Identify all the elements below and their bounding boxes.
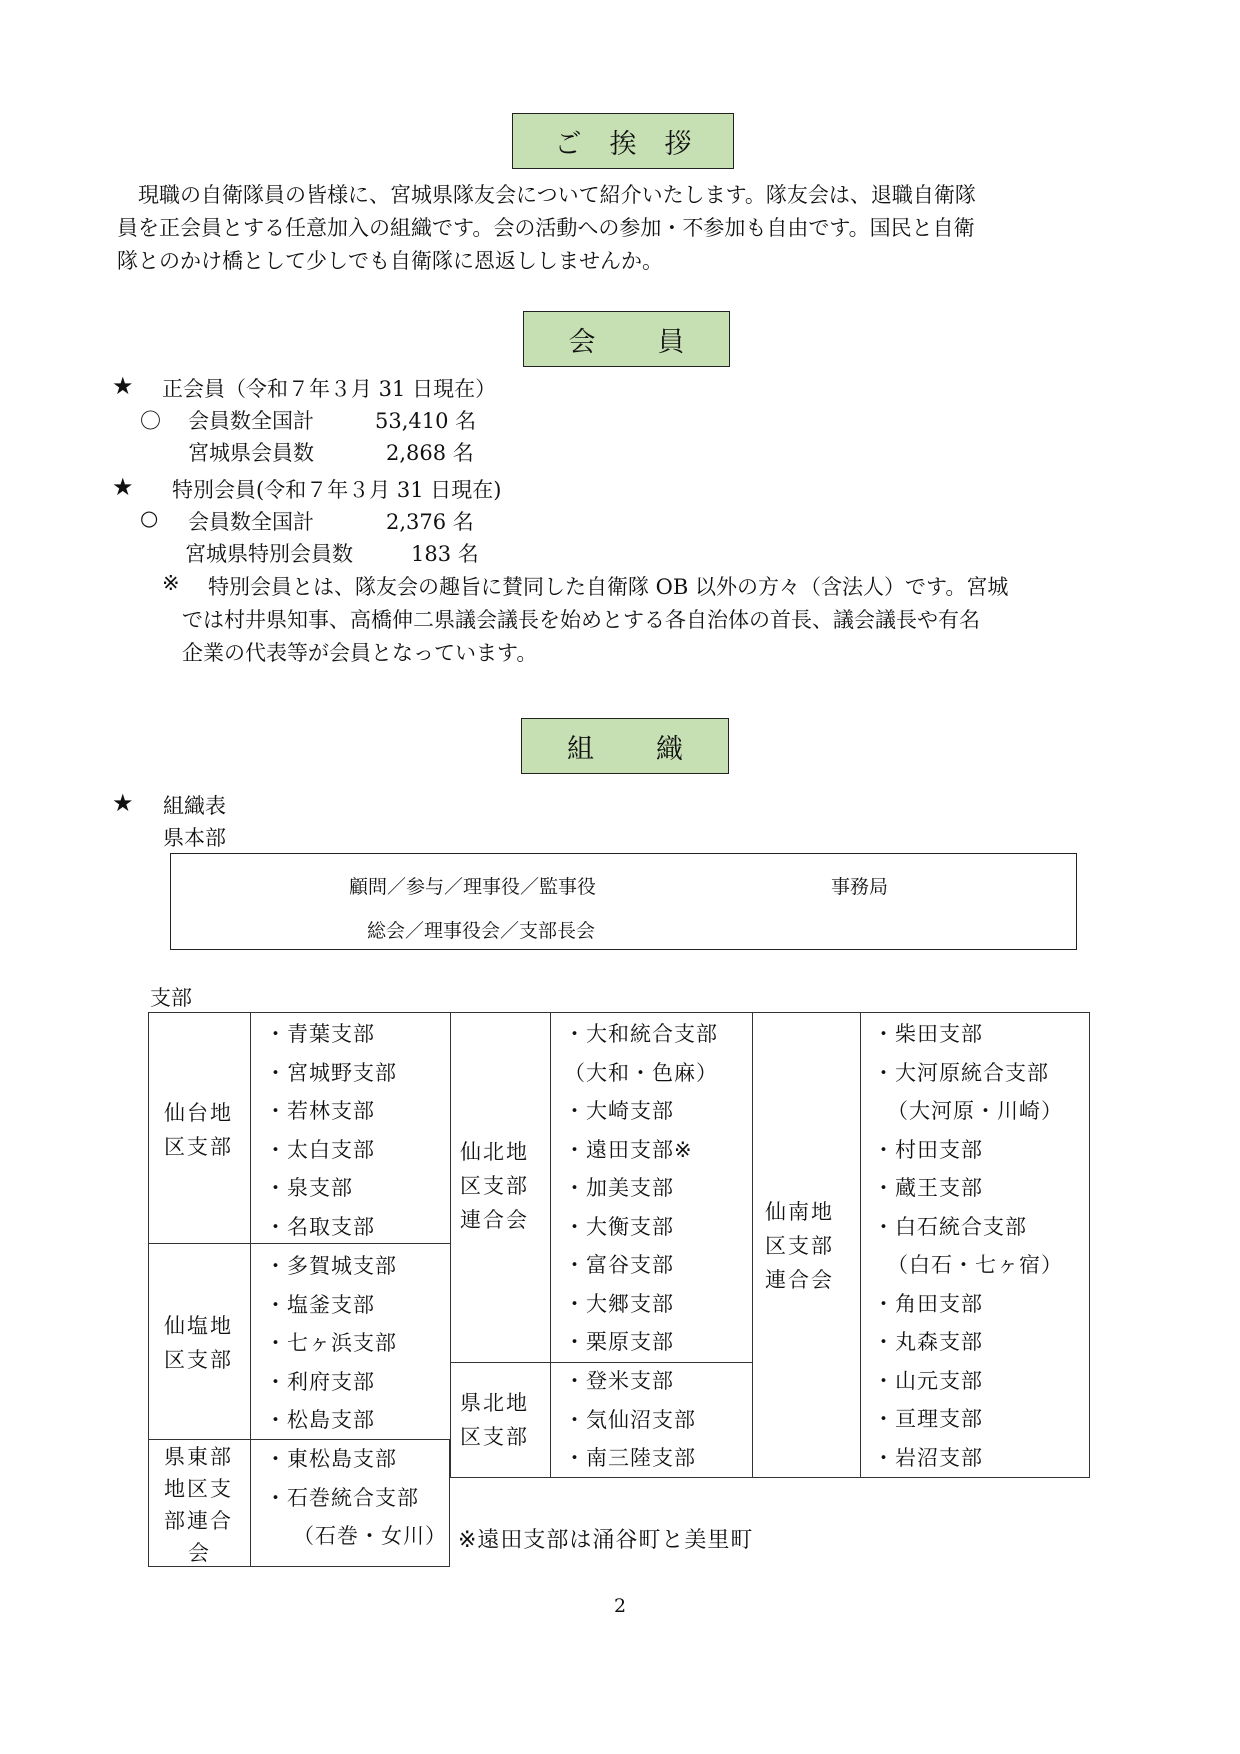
branch-item: （大和・色麻） xyxy=(564,1060,718,1085)
region-name-line: 県東部 xyxy=(164,1445,233,1469)
heading-char: 拶 xyxy=(664,128,692,160)
special-national-label: 会員数全国計 xyxy=(188,510,314,534)
star-icon: ★ xyxy=(112,789,134,817)
hq-secretariat: 事務局 xyxy=(831,876,889,898)
hq-officers: 顧問／参与／理事役／監事役 xyxy=(349,876,597,898)
branch-footnote: ※遠田支部は涌谷町と美里町 xyxy=(458,1528,754,1553)
circle-bullet-icon: 〇 xyxy=(140,409,161,433)
branch-item: ・加美支部 xyxy=(564,1176,674,1200)
region-name-line: 仙塩地 xyxy=(164,1314,233,1338)
branch-item: ・多賀城支部 xyxy=(265,1254,397,1278)
branch-item: ・登米支部 xyxy=(564,1369,674,1393)
branch-item: ・蔵王支部 xyxy=(873,1176,983,1200)
branch-item: ・遠田支部※ xyxy=(564,1137,693,1162)
branch-item: （石巻・女川） xyxy=(293,1524,447,1548)
branch-item: ・栗原支部 xyxy=(564,1330,674,1354)
star-icon: ★ xyxy=(112,473,134,501)
region-name-line: 連合会 xyxy=(460,1208,529,1232)
star-icon: ★ xyxy=(112,372,134,400)
special-miyagi-label: 宮城県特別会員数 xyxy=(185,542,353,566)
branch-item: ・泉支部 xyxy=(265,1176,353,1200)
heading-char: 組 xyxy=(567,733,594,765)
branch-item: ・富谷支部 xyxy=(564,1253,674,1277)
branch-item: ・村田支部 xyxy=(873,1137,983,1162)
region-name-line: 仙北地 xyxy=(460,1140,529,1164)
region-name-line: 連合会 xyxy=(765,1268,834,1292)
branch-item: ・名取支部 xyxy=(265,1214,375,1239)
branch-item: （白石・七ヶ宿） xyxy=(887,1253,1063,1277)
note-line: 特別会員とは、隊友会の趣旨に賛同した自衛隊 OB 以外の方々（含法人）です。宮城 xyxy=(208,575,1009,599)
branch-item: ・大崎支部 xyxy=(564,1099,674,1123)
branch-item: ・太白支部 xyxy=(265,1137,375,1162)
heading-char: 挨 xyxy=(609,128,637,160)
note-line: では村井県知事、高橋伸二県議会議長を始めとする各自治体の首長、議会議長や有名 xyxy=(182,608,980,632)
branch-item: ・山元支部 xyxy=(873,1368,983,1393)
greeting-line: 現職の自衛隊員の皆様に、宮城県隊友会について紹介いたします。隊友会は、退職自衛隊 xyxy=(117,183,976,207)
hq-label: 県本部 xyxy=(163,826,226,850)
branch-item: ・石巻統合支部 xyxy=(265,1485,419,1510)
branch-item: ・松島支部 xyxy=(265,1408,375,1432)
hq-box xyxy=(170,853,1077,950)
heading-char: 織 xyxy=(656,733,683,765)
branches-label: 支部 xyxy=(150,986,192,1010)
region-name-line: 仙南地 xyxy=(765,1200,834,1224)
region-label-sendai xyxy=(164,1096,233,1164)
special-national-value: 2,376 名 xyxy=(386,510,474,534)
region-label-sendai-shiogama xyxy=(164,1309,233,1377)
region-name-line: 区支部 xyxy=(164,1348,233,1372)
special-members-heading: 特別会員(令和７年３月 31 日現在) xyxy=(172,478,502,502)
region-name-line: 会 xyxy=(188,1541,211,1565)
branch-item: ・大郷支部 xyxy=(564,1291,674,1316)
branch-item: ・角田支部 xyxy=(873,1291,983,1316)
region-label-kenpoku xyxy=(460,1386,529,1454)
regular-miyagi-value: 2,868 名 xyxy=(386,441,474,465)
branch-item: ・亘理支部 xyxy=(873,1407,983,1431)
branch-item: ・利府支部 xyxy=(265,1369,375,1394)
heading-char: 員 xyxy=(657,326,685,358)
region-label-sennan xyxy=(765,1195,834,1297)
branch-item: ・宮城野支部 xyxy=(265,1060,397,1085)
regular-miyagi-label: 宮城県会員数 xyxy=(188,441,314,465)
region-label-kentobu xyxy=(164,1441,233,1569)
org-chart-label: 組織表 xyxy=(163,794,226,818)
note-line: 企業の代表等が会員となっています。 xyxy=(182,641,538,665)
region-name-line: 仙台地 xyxy=(164,1101,233,1125)
region-name-line: 区支部 xyxy=(460,1174,529,1198)
heading-char: ご xyxy=(554,128,582,160)
regular-members-heading: 正会員（令和７年３月 31 日現在） xyxy=(162,377,497,401)
regular-national-label: 会員数全国計 xyxy=(188,409,314,433)
region-name-line: 地区支 xyxy=(164,1477,233,1501)
branch-item: ・青葉支部 xyxy=(265,1022,375,1046)
special-miyagi-value: 183 名 xyxy=(411,542,479,566)
section-heading-greeting xyxy=(512,113,734,169)
branch-item: ・塩釜支部 xyxy=(265,1292,375,1317)
branch-item: ・柴田支部 xyxy=(873,1022,983,1046)
branch-item: ・南三陸支部 xyxy=(564,1446,696,1470)
region-name-line: 県北地 xyxy=(460,1391,529,1415)
branch-item: ・気仙沼支部 xyxy=(564,1407,696,1432)
hq-meetings: 総会／理事役会／支部長会 xyxy=(367,920,596,942)
branch-item: ・大和統合支部 xyxy=(564,1022,718,1046)
region-name-line: 区支部 xyxy=(460,1425,529,1449)
branch-item: ・白石統合支部 xyxy=(873,1214,1027,1239)
branch-item: ・七ヶ浜支部 xyxy=(265,1331,397,1355)
greeting-line: 隊とのかけ橋として少しでも自衛隊に恩返ししませんか。 xyxy=(117,249,663,273)
region-name-line: 区支部 xyxy=(164,1135,233,1159)
branch-item: ・若林支部 xyxy=(265,1099,375,1123)
page-number: 2 xyxy=(614,1595,627,1617)
branch-item: ・東松島支部 xyxy=(265,1447,397,1471)
regular-national-value: 53,410 名 xyxy=(375,409,477,433)
branch-item: （大河原・川崎） xyxy=(887,1099,1063,1123)
branch-item: ・大河原統合支部 xyxy=(873,1060,1049,1085)
section-heading-organization xyxy=(521,718,729,774)
branch-item: ・大衡支部 xyxy=(564,1214,674,1239)
branch-item: ・岩沼支部 xyxy=(873,1445,983,1470)
circle-bullet-icon: ○ xyxy=(140,506,159,530)
greeting-line: 員を正会員とする任意加入の組織です。会の活動への参加・不参加も自由です。国民と自衛 xyxy=(117,216,975,240)
note-mark: ※ xyxy=(162,571,180,595)
branch-item: ・丸森支部 xyxy=(873,1330,983,1354)
region-name-line: 区支部 xyxy=(765,1234,834,1258)
section-heading-members xyxy=(523,311,730,367)
region-label-senboku xyxy=(460,1135,529,1237)
heading-char: 会 xyxy=(568,326,596,358)
region-name-line: 部連合 xyxy=(164,1509,233,1533)
